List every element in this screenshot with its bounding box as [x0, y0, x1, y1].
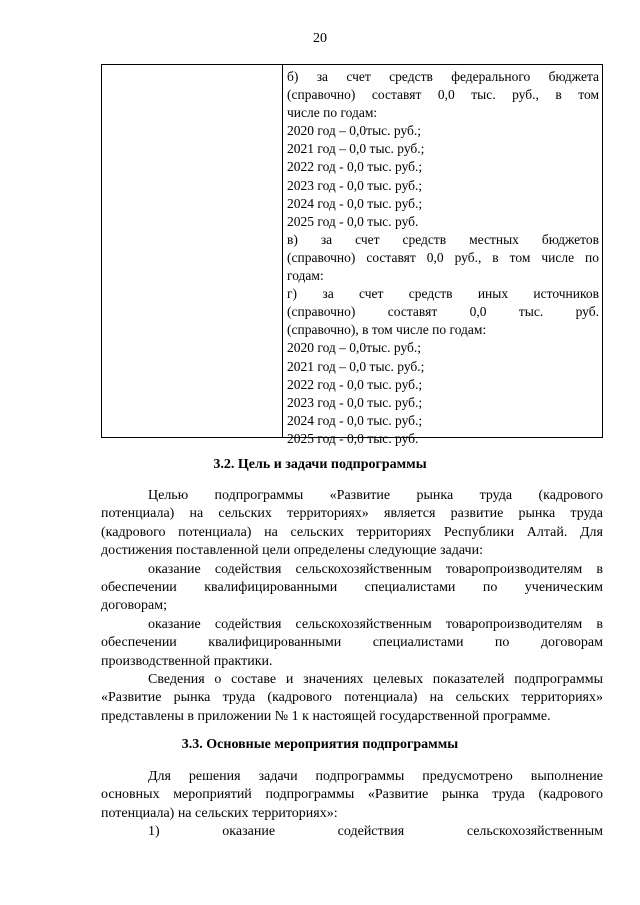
- goals-paragraphs: [101, 487, 603, 726]
- table-line: (справочно) составят 0,0 тыс. руб.: [287, 304, 599, 320]
- paragraph-line: договорам;: [101, 598, 167, 614]
- paragraph-line: оказание содействия сельскохозяйственным товаропроизводителям в: [148, 561, 603, 577]
- table-line: 2024 год - 0,0 тыс. руб.;: [287, 195, 423, 211]
- section-title-activities: 3.3. Основные мероприятия подпрограммы: [181, 737, 459, 752]
- paragraph-line: оказание содействия сельскохозяйственным товаропроизводителям в: [148, 616, 603, 632]
- table-line: 2022 год - 0,0 тыс. руб.;: [287, 159, 423, 175]
- table-line: г) за счет средств иных источников: [287, 286, 599, 302]
- paragraph-line: производственной практики.: [101, 653, 273, 669]
- table-line: 2020 год – 0,0тыс. руб.;: [287, 123, 422, 139]
- paragraph-line: Для решения задачи подпрограммы предусмотрено выполнение: [148, 769, 603, 784]
- paragraph-line: потенциала) на сельских территориях»:: [101, 805, 338, 821]
- table-line: 2021 год – 0,0 тыс. руб.;: [287, 358, 425, 374]
- table-line: 2023 год - 0,0 тыс. руб.;: [287, 177, 423, 193]
- table-line: 2020 год – 0,0тыс. руб.;: [287, 340, 422, 356]
- table-line: 2023 год - 0,0 тыс. руб.;: [287, 394, 423, 410]
- table-line: 2024 год - 0,0 тыс. руб.;: [287, 412, 423, 428]
- paragraph-line: достижения поставленной цели определены следующие задачи:: [101, 543, 483, 559]
- table-line: (справочно) составят 0,0 тыс. руб., в том: [287, 87, 599, 103]
- activities-paragraphs: [101, 768, 603, 842]
- paragraph-line: обеспечении квалифицированными специалистами по договорам: [101, 635, 603, 651]
- paragraph-line: Сведения о составе и значениях целевых показателей подпрограммы: [148, 671, 603, 687]
- table-line: б) за счет средств федерального бюджета: [287, 69, 599, 84]
- table-left-cell: [102, 65, 283, 437]
- table-line: 2022 год - 0,0 тыс. руб.;: [287, 376, 423, 392]
- table-line: 2021 год – 0,0 тыс. руб.;: [287, 141, 425, 157]
- paragraph-line: потенциала) на сельских территориях» является развитие рынка труда: [101, 506, 603, 522]
- paragraph-line: «Развитие рынка труда (кадрового потенциала) на сельских территориях»: [101, 690, 603, 706]
- paragraph-line: (кадрового потенциала) на сельских территориях Республики Алтай. Для: [101, 524, 603, 540]
- table-line: (справочно), в том числе по годам:: [287, 322, 487, 338]
- paragraph-line: 1) оказание содействия сельскохозяйственным: [148, 824, 603, 840]
- table-line: в) за счет средств местных бюджетов: [287, 231, 599, 247]
- paragraph-line: представлены в приложении № 1 к настоящей государственной программе.: [101, 708, 551, 724]
- page-number: 20: [313, 31, 327, 46]
- table-line: 2025 год - 0,0 тыс. руб.: [287, 430, 419, 446]
- budget-table: [101, 64, 603, 446]
- table-right-cell: [287, 68, 599, 448]
- table-line: (справочно) составят 0,0 руб., в том числе по: [287, 249, 599, 265]
- table-line: годам:: [287, 268, 324, 284]
- paragraph-line: основных мероприятий подпрограммы «Развитие рынка труда (кадрового: [101, 787, 603, 803]
- paragraph-line: обеспечении квалифицированными специалистами по ученическим: [101, 579, 603, 595]
- section-title-goals: 3.2. Цель и задачи подпрограммы: [213, 457, 427, 472]
- table-line: 2025 год - 0,0 тыс. руб.: [287, 213, 419, 229]
- paragraph-line: Целью подпрограммы «Развитие рынка труда (кадрового: [148, 488, 603, 503]
- table-line: числе по годам:: [287, 105, 378, 121]
